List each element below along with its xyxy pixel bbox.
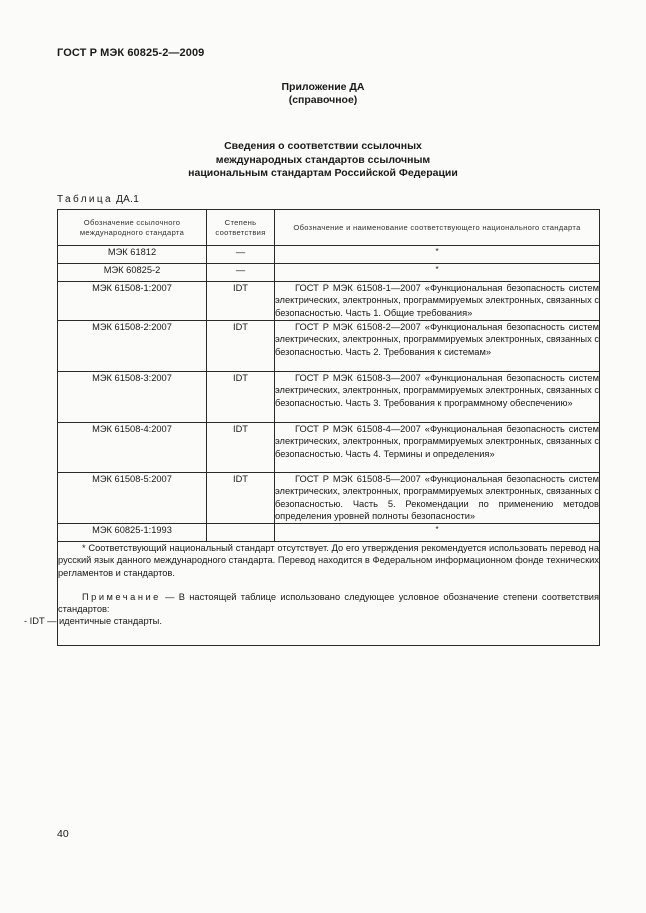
- national-standard-cell: *: [275, 264, 600, 282]
- degree-cell: —: [207, 246, 275, 264]
- intl-standard-cell: МЭК 61508-5:2007: [58, 473, 207, 524]
- degree-cell: —: [207, 264, 275, 282]
- national-standard-text: ГОСТ Р МЭК 61508-5—2007 «Функциональная безопасность систем электрических, электронных, программируемых электронных, связанных с безопасностью. Часть 5. Рекомендации по применению методов определения уровней полноты безопасности»: [275, 474, 599, 521]
- table-row: [58, 423, 600, 473]
- national-standard-text: ГОСТ Р МЭК 61508-4—2007 «Функциональная безопасность систем электрических, электронных, программируемых электронных, связанных с безопасностью. Часть 4. Термины и определения»: [275, 424, 599, 459]
- section-title: [0, 140, 646, 181]
- degree-cell: IDT: [207, 423, 275, 473]
- degree-cell: IDT: [207, 372, 275, 423]
- national-standard-text: ГОСТ Р МЭК 61508-1—2007 «Функциональная безопасность систем электрических, электронных, программируемых электронных, связанных с безопасностью. Часть 1. Общие требования»: [275, 283, 599, 318]
- intl-standard-cell: МЭК 60825-2: [58, 264, 207, 282]
- national-standard-cell: [275, 372, 600, 423]
- national-standard-cell: [275, 321, 600, 372]
- table-notes: [24, 542, 600, 646]
- appendix-heading: [0, 81, 646, 107]
- note-text: — В настоящей таблице использовано следующее условное обозначение степени соответствия стандартов:: [58, 591, 599, 615]
- standards-correspondence-table: [24, 209, 600, 646]
- intl-standard-cell: МЭК 61508-4:2007: [58, 423, 207, 473]
- national-standard-cell: [275, 423, 600, 473]
- table-row: [58, 473, 600, 524]
- section-title-line: Сведения о соответствии ссылочных: [224, 140, 422, 152]
- page-number: 40: [57, 828, 69, 840]
- table-footnote: * Соответствующий национальный стандарт отсутствует. До его утверждения рекомендуется использовать перевод на русский язык данного международного стандарта. Перевод находится в Федеральном информационном фонде технических регламентов и стандартов.: [58, 543, 599, 578]
- intl-standard-cell: МЭК 61508-2:2007: [58, 321, 207, 372]
- header-national-standard: Обозначение и наименование соответствующего национального стандарта: [275, 210, 600, 246]
- table-label: [57, 194, 139, 205]
- intl-standard-cell: МЭК 61508-1:2007: [58, 282, 207, 321]
- table-row: [58, 282, 600, 321]
- section-title-line: международных стандартов ссылочным: [215, 153, 431, 166]
- table-row: [58, 372, 600, 423]
- table-label-number: ДА.1: [116, 194, 140, 205]
- degree-cell: IDT: [207, 321, 275, 372]
- appendix-title: Приложение ДА: [281, 81, 365, 93]
- table-row: [58, 246, 600, 264]
- appendix-subtitle: (справочное): [288, 94, 358, 106]
- national-standard-cell: [275, 473, 600, 524]
- intl-standard-cell: МЭК 60825-1:1993: [58, 524, 207, 542]
- national-standard-cell: *: [275, 246, 600, 264]
- table-label-word: Таблица: [57, 194, 114, 205]
- table-row: [58, 321, 600, 372]
- national-standard-text: ГОСТ Р МЭК 61508-2—2007 «Функциональная безопасность систем электрических, электронных, программируемых электронных, связанных с безопасностью. Часть 2. Требования к системам»: [275, 322, 599, 357]
- header-degree: Степень соответствия: [207, 210, 275, 246]
- intl-standard-cell: МЭК 61508-3:2007: [58, 372, 207, 423]
- national-standard-cell: *: [275, 524, 600, 542]
- note-label: Примечание: [82, 591, 161, 602]
- degree-cell: [207, 524, 275, 542]
- document-code: ГОСТ Р МЭК 60825-2—2009: [57, 47, 205, 59]
- degree-cell: IDT: [207, 473, 275, 524]
- note-item: - IDT — идентичные стандарты.: [24, 616, 162, 627]
- national-standard-text: ГОСТ Р МЭК 61508-3—2007 «Функциональная безопасность систем электрических, электронных, программируемых электронных, связанных с безопасностью. Часть 3. Требования к программному обеспечению»: [275, 373, 599, 408]
- table-row: [58, 264, 600, 282]
- table-row: [58, 524, 600, 542]
- table-note: [24, 591, 599, 616]
- section-title-line: национальным стандартам Российской Федерации: [188, 167, 458, 179]
- degree-cell: IDT: [207, 282, 275, 321]
- intl-standard-cell: МЭК 61812: [58, 246, 207, 264]
- national-standard-cell: [275, 282, 600, 321]
- header-intl-standard: Обозначение ссылочного международного стандарта: [58, 210, 207, 246]
- table-notes-row: [58, 542, 600, 646]
